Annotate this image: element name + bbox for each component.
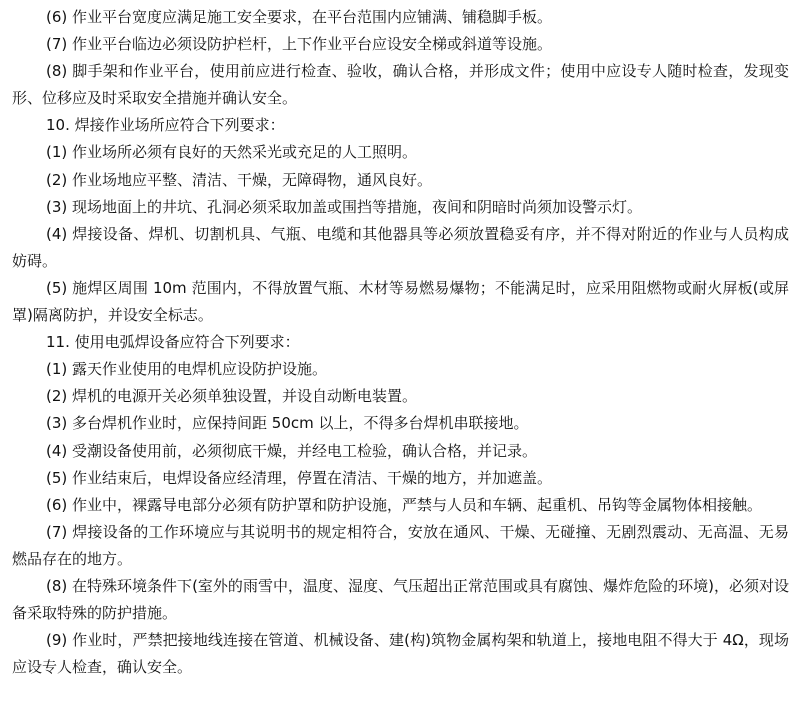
paragraph-multiple-welders: (3) 多台焊机作业时，应保持间距 50cm 以上，不得多台焊机串联接地。 <box>46 414 529 433</box>
paragraph-after-work: (5) 作业结束后，电焊设备应经清理，停置在清洁、干燥的地方，并加遮盖。 <box>46 468 553 487</box>
paragraph-power-switch: (2) 焊机的电源开关必须单独设置，并设自动断电装置。 <box>46 387 418 406</box>
paragraph-working-environment: (7) 焊接设备的工作环境应与其说明书的规定相符合，安放在通风、干燥、无碰撞、无剧烈震动、无高温、无易燃品存在的地方。 <box>12 522 789 568</box>
paragraph-exposed-conductors: (6) 作业中，裸露导电部分必须有防护罩和防护设施，严禁与人员和车辆、起重机、吊钩等金属物体相接触。 <box>46 495 763 514</box>
paragraph-site-ground: (2) 作业场地应平整、清洁、干燥，无障碍物，通风良好。 <box>46 170 433 189</box>
paragraph-platform-railing: (7) 作业平台临边必须设防护栏杆，上下作业平台应设安全梯或斜道等设施。 <box>46 35 553 54</box>
paragraph-special-conditions: (8) 在特殊环境条件下(室外的雨雪中，温度、湿度、气压超出正常范围或具有腐蚀、爆炸危险的环境)，必须对设备采取特殊的防护措施。 <box>12 576 789 623</box>
paragraph-equipment-placement: (4) 焊接设备、焊机、切割机具、气瓶、电缆和其他器具等必须放置稳妥有序，并不得对附近的作业与人员构成妨碍。 <box>12 224 789 270</box>
paragraph-site-lighting: (1) 作业场所必须有良好的天然采光或充足的人工照明。 <box>46 143 418 162</box>
paragraph-scaffold-inspection: (8) 脚手架和作业平台，使用前应进行检查、验收，确认合格，并形成文件；使用中应设专人随时检查，发现变形、位移应及时采取安全措施并确认安全。 <box>12 62 789 108</box>
section-heading-arc-welding: 11. 使用电弧焊设备应符合下列要求： <box>46 333 300 352</box>
paragraph-fire-zone: (5) 施焊区周围 10m 范围内，不得放置气瓶、木材等易燃易爆物；不能满足时，应采用阻燃物或耐火屏板(或屏罩)隔离防护，并设安全标志。 <box>12 278 789 325</box>
section-heading-welding-site: 10. 焊接作业场所应符合下列要求： <box>46 116 285 135</box>
paragraph-platform-width: (6) 作业平台宽度应满足施工安全要求，在平台范围内应铺满、铺稳脚手板。 <box>46 8 553 26</box>
paragraph-damp-equipment: (4) 受潮设备使用前，必须彻底干燥，并经电工检验，确认合格，并记录。 <box>46 441 538 460</box>
paragraph-grounding: (9) 作业时，严禁把接地线连接在管道、机械设备、建(构)筑物金属构架和轨道上，接地电阻不得大于 4Ω，现场应设专人检查，确认安全。 <box>12 631 789 677</box>
paragraph-outdoor-protection: (1) 露天作业使用的电焊机应设防护设施。 <box>46 360 328 379</box>
paragraph-pits-holes: (3) 现场地面上的井坑、孔洞必须采取加盖或围挡等措施，夜间和阴暗时尚须加设警示灯。 <box>46 197 643 216</box>
